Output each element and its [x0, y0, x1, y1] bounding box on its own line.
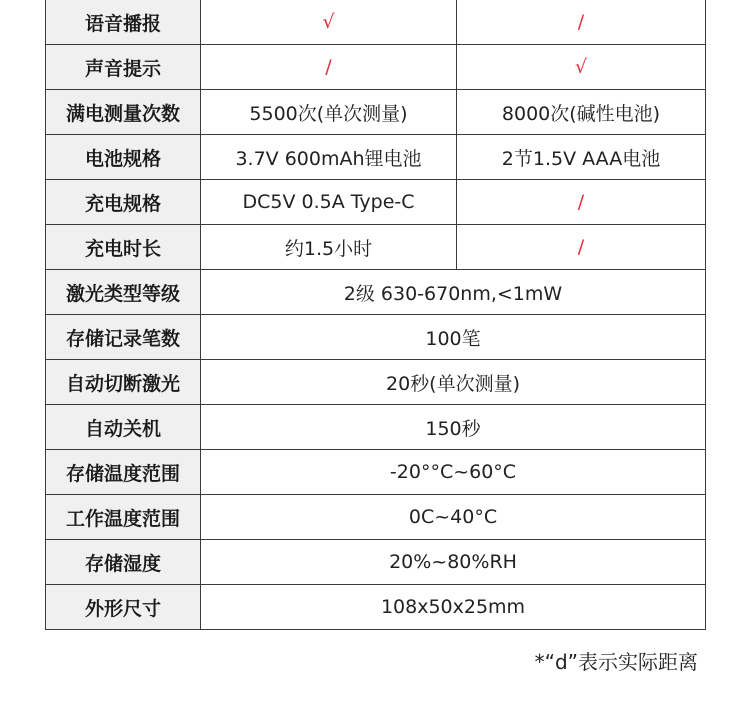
- not-applicable-mark: /: [457, 225, 706, 270]
- table-row: [46, 405, 706, 450]
- cell-value: 约1.5小时: [201, 225, 457, 270]
- row-label-storage-humidity: 存储湿度: [46, 540, 201, 585]
- row-label-laser-class: 激光类型等级: [46, 270, 201, 315]
- cell-value: 2节1.5V AAA电池: [457, 135, 706, 180]
- cell-value: 100笔: [201, 315, 706, 360]
- table-row: [46, 180, 706, 225]
- not-applicable-mark: /: [457, 180, 706, 225]
- cell-value: DC5V 0.5A Type-C: [201, 180, 457, 225]
- table-row: [46, 270, 706, 315]
- cell-value: 20秒(单次测量): [201, 360, 706, 405]
- row-label-storage-records: 存储记录笔数: [46, 315, 201, 360]
- table-row: [46, 225, 706, 270]
- cell-value: 8000次(碱性电池): [457, 90, 706, 135]
- row-label-operating-temperature: 工作温度范围: [46, 495, 201, 540]
- row-label-sound-prompt: 声音提示: [46, 45, 201, 90]
- row-label-auto-power-off: 自动关机: [46, 405, 201, 450]
- check-mark: √: [201, 0, 457, 45]
- footnote: *“d”表示实际距离: [534, 650, 698, 674]
- not-applicable-mark: /: [201, 45, 457, 90]
- cell-value: 3.7V 600mAh锂电池: [201, 135, 457, 180]
- cell-value: 20%~80%RH: [201, 540, 706, 585]
- cell-value: 0C~40°C: [201, 495, 706, 540]
- cell-value: -20°°C~60°C: [201, 450, 706, 495]
- table-row: [46, 495, 706, 540]
- cell-value: 2级 630-670nm,<1mW: [201, 270, 706, 315]
- not-applicable-mark: /: [457, 0, 706, 45]
- row-label-charging-time: 充电时长: [46, 225, 201, 270]
- row-label-voice-broadcast: 语音播报: [46, 0, 201, 45]
- row-label-charging-spec: 充电规格: [46, 180, 201, 225]
- table-row: [46, 90, 706, 135]
- table-row: [46, 0, 706, 45]
- table-row: [46, 45, 706, 90]
- table-row: [46, 450, 706, 495]
- table-row: [46, 360, 706, 405]
- row-label-measurements-per-charge: 满电测量次数: [46, 90, 201, 135]
- cell-value: 108x50x25mm: [201, 585, 706, 630]
- row-label-auto-laser-off: 自动切断激光: [46, 360, 201, 405]
- cell-value: 150秒: [201, 405, 706, 450]
- cell-value: 5500次(单次测量): [201, 90, 457, 135]
- table-row: [46, 315, 706, 360]
- spec-table: [45, 0, 706, 630]
- table-row: [46, 585, 706, 630]
- check-mark: √: [457, 45, 706, 90]
- row-label-dimensions: 外形尺寸: [46, 585, 201, 630]
- table-row: [46, 540, 706, 585]
- row-label-storage-temperature: 存储温度范围: [46, 450, 201, 495]
- row-label-battery-spec: 电池规格: [46, 135, 201, 180]
- table-row: [46, 135, 706, 180]
